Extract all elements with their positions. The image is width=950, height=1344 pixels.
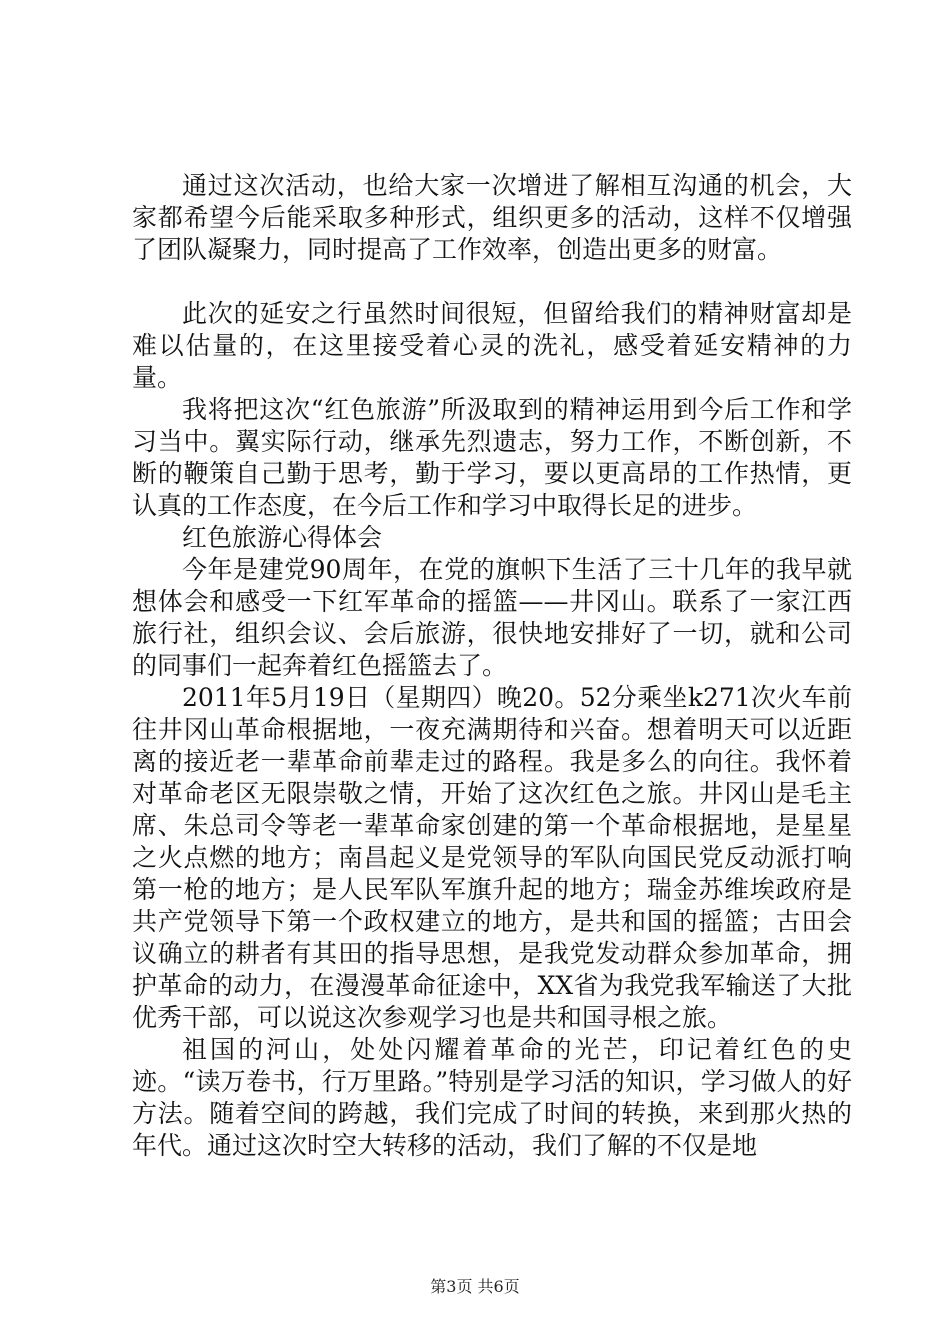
- paragraph-train-journey: 2011年5月19日（星期四）晚20。52分乘坐k271次火车前往井冈山革命根据地，一夜充满期待和兴奋。想着明天可以近距离的接近老一辈革命前辈走过的路程。我是多么的向往。我怀着对革命老区无限崇敬之情，开始了这次红色之旅。井冈山是毛主席、朱总司令等老一辈革命家创建的第一个革命根据地，是星星之火点燃的地方；南昌起义是党领导的军队向国民党反动派打响第一枪的地方；是人民军队军旗升起的地方；瑞金苏维埃政府是共产党领导下第一个政权建立的地方，是共和国的摇篮；古田会议确立的耕者有其田的指导思想，是我党发动群众参加革命，拥护革命的动力，在漫漫革命征途中，XX省为我党我军输送了大批优秀干部，可以说这次参观学习也是共和国寻根之旅。: [132, 683, 852, 1032]
- paragraph-yanan-trip: 此次的延安之行虽然时间很短，但留给我们的精神财富却是难以估量的，在这里接受着心灵的洗礼，感受着延安精神的力量。: [132, 299, 852, 392]
- paragraph-activity-summary: 通过这次活动，也给大家一次增进了解相互沟通的机会，大家都希望今后能采取多种形式，组织更多的活动，这样不仅增强了团队凝聚力，同时提高了工作效率，创造出更多的财富。: [132, 171, 852, 264]
- page-footer: 第3页 共6页: [430, 1277, 520, 1296]
- paragraph-motherland: 祖国的河山，处处闪耀着革命的光芒，印记着红色的史迹。“读万卷书，行万里路。”特别是学习活的知识，学习做人的好方法。随着空间的跨越，我们完成了时间的转换，来到那火热的年代。通过这次时空大转移的活动，我们了解的不仅是地: [132, 1035, 852, 1160]
- document-body: [132, 170, 852, 1162]
- paragraph-party-anniversary: 今年是建党90周年，在党的旗帜下生活了三十几年的我早就想体会和感受一下红军革命的摇篮——井冈山。联系了一家江西旅行社，组织会议、会后旅游，很快地安排好了一切，就和公司的同事们一起奔着红色摇篮去了。: [132, 555, 852, 680]
- section-heading: 红色旅游心得体会: [182, 523, 383, 552]
- paragraph-red-tourism-spirit: 我将把这次“红色旅游”所汲取到的精神运用到今后工作和学习当中。翼实际行动，继承先烈遗志，努力工作，不断创新，不断的鞭策自己勤于思考，勤于学习，要以更高昂的工作热情，更认真的工作态度，在今后工作和学习中取得长足的进步。: [132, 395, 852, 520]
